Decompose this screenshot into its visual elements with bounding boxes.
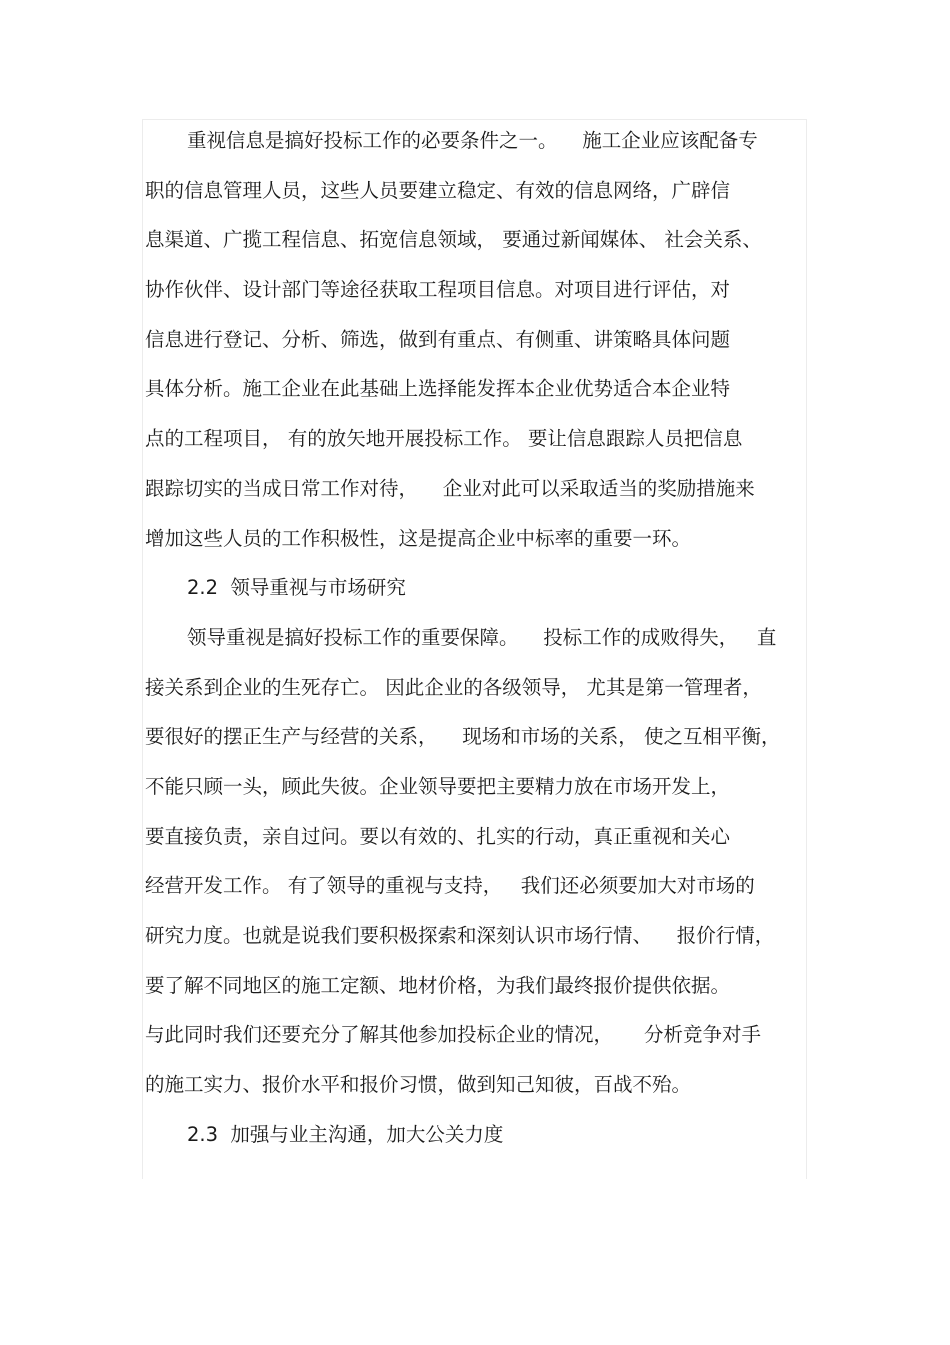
section-heading: 2.2 领导重视与市场研究 (187, 576, 406, 600)
paragraph-line: 的施工实力、报价水平和报价习惯，做到知己知彼，百战不殆。 (145, 1073, 692, 1097)
section-heading: 2.3 加强与业主沟通，加大公关力度 (187, 1122, 504, 1146)
paragraph-line: 与此同时我们还要充分了解其他参加投标企业的情况， 分析竞争对手 (145, 1023, 761, 1047)
paragraph-line: 要了解不同地区的施工定额、地材价格，为我们最终报价提供依据。 (145, 973, 731, 997)
paragraph-line: 职的信息管理人员，这些人员要建立稳定、有效的信息网络，广辟信 (145, 178, 731, 202)
paragraph-line: 要很好的摆正生产与经营的关系， 现场和市场的关系， 使之互相平衡， (145, 725, 781, 749)
paragraph-line: 不能只顾一头，顾此失彼。企业领导要把主要精力放在市场开发上， (145, 774, 731, 798)
paragraph-line: 信息进行登记、分析、筛选，做到有重点、有侧重、讲策略具体问题 (145, 327, 731, 351)
paragraph-line: 息渠道、广揽工程信息、拓宽信息领域， 要通过新闻媒体、 社会关系、 (145, 228, 762, 252)
paragraph-line: 跟踪切实的当成日常工作对待， 企业对此可以采取适当的奖励措施来 (145, 476, 755, 500)
document-body (145, 116, 810, 1159)
paragraph-line: 接关系到企业的生死存亡。 因此企业的各级领导， 尤其是第一管理者， (145, 675, 762, 699)
paragraph-line: 经营开发工作。 有了领导的重视与支持， 我们还必须要加大对市场的 (145, 874, 755, 898)
paragraph-line: 领导重视是搞好投标工作的重要保障。 投标工作的成败得失， 直 (187, 625, 777, 649)
paragraph-line: 协作伙伴、设计部门等途径获取工程项目信息。对项目进行评估，对 (145, 278, 731, 302)
paragraph-line: 点的工程项目， 有的放矢地开展投标工作。 要让信息跟踪人员把信息 (145, 427, 743, 451)
paragraph-line: 重视信息是搞好投标工作的必要条件之一。 施工企业应该配备专 (187, 129, 758, 152)
paragraph-line: 增加这些人员的工作积极性，这是提高企业中标率的重要一环。 (145, 526, 692, 550)
paragraph-line: 具体分析。施工企业在此基础上选择能发挥本企业优势适合本企业特 (145, 377, 731, 401)
paragraph-line: 要直接负责，亲自过问。要以有效的、扎实的行动，真正重视和关心 (145, 824, 731, 848)
paragraph-line: 研究力度。也就是说我们要积极探索和深刻认识市场行情、 报价行情， (145, 924, 775, 947)
